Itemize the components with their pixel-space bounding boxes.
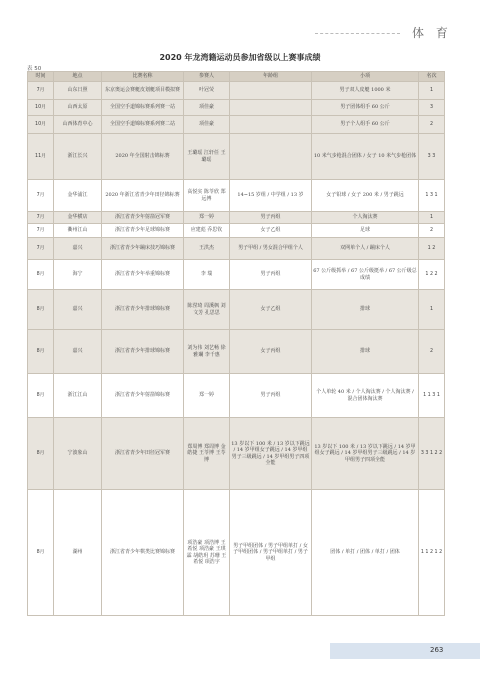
table-cell: 叶冠荧 (184, 82, 230, 100)
table-cell: 个人单轮 40 米 / 个人淘汰赛 / 个人淘汰赛 / 混合团体淘汰赛 (312, 374, 419, 418)
table-cell: 女子乙组 (230, 290, 312, 330)
table-cell: 嘉兴 (54, 290, 102, 330)
table-row (28, 180, 445, 212)
table-cell: 3 3 1 2 2 (419, 418, 445, 490)
table-cell: 3 (419, 100, 445, 116)
table-cell: 10月 (28, 100, 54, 116)
table-cell: 全国空手道锦标赛系列赛一站 (102, 100, 184, 116)
table-cell: 浙江省青少年射箭冠军赛 (102, 212, 184, 224)
table-cell: 郑一婷 (184, 212, 230, 224)
table-cell: 李 瑞 (184, 260, 230, 290)
table-cell: 东京奥运会赛艇皮划艇项目模拟赛 (102, 82, 184, 100)
table-cell: 浙江省青少年举重锦标赛 (102, 260, 184, 290)
table-cell: 湖州 (54, 490, 102, 616)
table-cell: 陈滢琦 周溪枫 刘文芳 孔思思 (184, 290, 230, 330)
table-cell (230, 134, 312, 180)
table-row (28, 134, 445, 180)
col-header-item: 小项 (312, 72, 419, 82)
table-cell: 2020 年全国射击锦标赛 (102, 134, 184, 180)
table-header-row (28, 72, 445, 82)
table-cell: 1 (419, 290, 445, 330)
table-row (28, 290, 445, 330)
table-cell: 金华横店 (54, 212, 102, 224)
table-cell: 浙江省青少年排球锦标赛 (102, 330, 184, 374)
table-cell: 排球 (312, 290, 419, 330)
table-cell: 男子丙组 (230, 260, 312, 290)
table-cell: 1 1 3 1 (419, 374, 445, 418)
table-row (28, 224, 445, 238)
table-cell: 浙江长兴 (54, 134, 102, 180)
table-row (28, 212, 445, 224)
table-cell: 郑一婷 (184, 374, 230, 418)
table-row (28, 238, 445, 260)
table-cell: 浙江省青少年棋类比赛锦标赛 (102, 490, 184, 616)
table-cell (230, 116, 312, 134)
table-cell: 双网单个人 / 蹦床个人 (312, 238, 419, 260)
col-header-age-group: 年龄组 (230, 72, 312, 82)
table-cell: 浙江省青少年田径冠军赛 (102, 418, 184, 490)
table-cell: 8月 (28, 290, 54, 330)
table-cell: 2 (419, 224, 445, 238)
page-title: 2020 年龙湾籍运动员参加省级以上赛事成绩 (159, 53, 321, 62)
table-row (28, 490, 445, 616)
table-cell: 7月 (28, 224, 54, 238)
col-header-rank: 名次 (419, 72, 445, 82)
table-cell: 浙江省青少年蹦床技巧锦标赛 (102, 238, 184, 260)
table-cell: 8月 (28, 330, 54, 374)
table-cell: 10月 (28, 116, 54, 134)
table-cell: 男子团体组手 60 公斤 (312, 100, 419, 116)
table-label: 表 50 (27, 66, 42, 72)
col-header-event: 比赛名称 (102, 72, 184, 82)
table-cell: 山西体育中心 (54, 116, 102, 134)
table-cell: 王洪杰 (184, 238, 230, 260)
table-cell: 排球 (312, 330, 419, 374)
section-title: 体 育 (412, 26, 452, 40)
table-cell: 男子甲组团体 / 男子甲组单打 / 女子甲组团体 / 男子甲组单打 / 男子甲组 (230, 490, 312, 616)
table-cell: 8月 (28, 490, 54, 616)
table-cell: 1 2 2 (419, 260, 445, 290)
table-cell: 浙江江山 (54, 374, 102, 418)
table-cell: 女子丙组 (230, 330, 312, 374)
table-cell: 女子乙组 (230, 224, 312, 238)
table-cell: 山东日照 (54, 82, 102, 100)
table-cell: 衢州江山 (54, 224, 102, 238)
table-cell: 王璐瑶 江轩任 王璐瑶 (184, 134, 230, 180)
table-cell: 1 2 (419, 238, 445, 260)
table-cell: 7月 (28, 212, 54, 224)
table-cell: 男子丙组 (230, 374, 312, 418)
table-cell: 8月 (28, 418, 54, 490)
table-cell: 11月 (28, 134, 54, 180)
table-cell: 山西太原 (54, 100, 102, 116)
table-cell: 宁波象山 (54, 418, 102, 490)
table-cell: 7月 (28, 180, 54, 212)
table-cell: 2020 年浙江省青少年田径锦标赛 (102, 180, 184, 212)
results-table (27, 71, 445, 616)
table-row (28, 260, 445, 290)
table-cell (230, 100, 312, 116)
table-cell: 7月 (28, 238, 54, 260)
col-header-location: 地点 (54, 72, 102, 82)
table-cell: 1 1 2 1 2 (419, 490, 445, 616)
table-cell: 2 (419, 330, 445, 374)
table-cell: 男子个人组手 60 公斤 (312, 116, 419, 134)
table-cell: 14~15 岁组 / 中学组 / 13 岁 (230, 180, 312, 212)
table-cell: 个人淘汰赛 (312, 212, 419, 224)
table-cell: 13 岁以下 100 米 / 13 岁以下跳远 / 14 岁甲组女子跳远 / 14 岁甲组男子三级跳远 / 14 岁甲组男子四项全能 (312, 418, 419, 490)
table-cell: 应建彪 乔思钦 (184, 224, 230, 238)
table-cell: 嘉兴 (54, 330, 102, 374)
table-row (28, 100, 445, 116)
table-cell: 项浩豪 项浩博 王希悦 项浩豪 王琪霖 胡皓玥 苏珊 王希悦 项浩宇 (184, 490, 230, 616)
table-cell: 男子双人皮艇 1000 米 (312, 82, 419, 100)
footer-bar (330, 643, 480, 659)
table-row (28, 116, 445, 134)
table-cell: 浙江省青少年射箭锦标赛 (102, 374, 184, 418)
table-cell: 刘为伟 刘艺畅 徐雅斓 李千惠 (184, 330, 230, 374)
table-cell: 高悦实 陈苓欣 郑远博 (184, 180, 230, 212)
table-cell: 2 (419, 116, 445, 134)
table-row (28, 374, 445, 418)
table-cell: 7月 (28, 82, 54, 100)
table-cell: 浙江省青少年足球锦标赛 (102, 224, 184, 238)
table-cell: 郑周博 郑周博 金皓捷 王苓博 王苓博 (184, 418, 230, 490)
table-cell: 浙江省青少年排球锦标赛 (102, 290, 184, 330)
table-row (28, 330, 445, 374)
table-cell: 女子铅球 / 女子 200 米 / 男子跳远 (312, 180, 419, 212)
table-cell: 全国空手道锦标赛系列赛二站 (102, 116, 184, 134)
table-cell: 金华浦江 (54, 180, 102, 212)
table-cell: 8月 (28, 374, 54, 418)
table-cell: 10 米气步枪混合团体 / 女子 10 米气步枪团体 (312, 134, 419, 180)
table-cell: 足球 (312, 224, 419, 238)
table-cell: 67 公斤级抓举 / 67 公斤级挺举 / 67 公斤级总成绩 (312, 260, 419, 290)
table-cell: 1 3 1 (419, 180, 445, 212)
table-cell: 项佳豪 (184, 100, 230, 116)
table-row (28, 418, 445, 490)
table-cell: 男子丙组 (230, 212, 312, 224)
header-rule (315, 33, 400, 35)
table-cell: 海宁 (54, 260, 102, 290)
table-cell: 1 (419, 212, 445, 224)
table-cell: 13 岁以下 100 米 / 13 岁以下跳远 / 14 岁甲组女子跳远 / 14 岁甲组男子三级跳远 / 14 岁甲组男子四项全能 (230, 418, 312, 490)
table-cell (230, 82, 312, 100)
table-cell: 3 3 (419, 134, 445, 180)
table-cell: 项佳豪 (184, 116, 230, 134)
table-cell: 团体 / 单打 / 团体 / 单打 / 团体 (312, 490, 419, 616)
table-cell: 男子甲组 / 男女混合甲组个人 (230, 238, 312, 260)
table-cell: 嘉兴 (54, 238, 102, 260)
col-header-time: 时间 (28, 72, 54, 82)
col-header-athlete: 参赛人 (184, 72, 230, 82)
table-row (28, 82, 445, 100)
page-number: 263 (430, 646, 444, 654)
table-cell: 1 (419, 82, 445, 100)
table-cell: 8月 (28, 260, 54, 290)
